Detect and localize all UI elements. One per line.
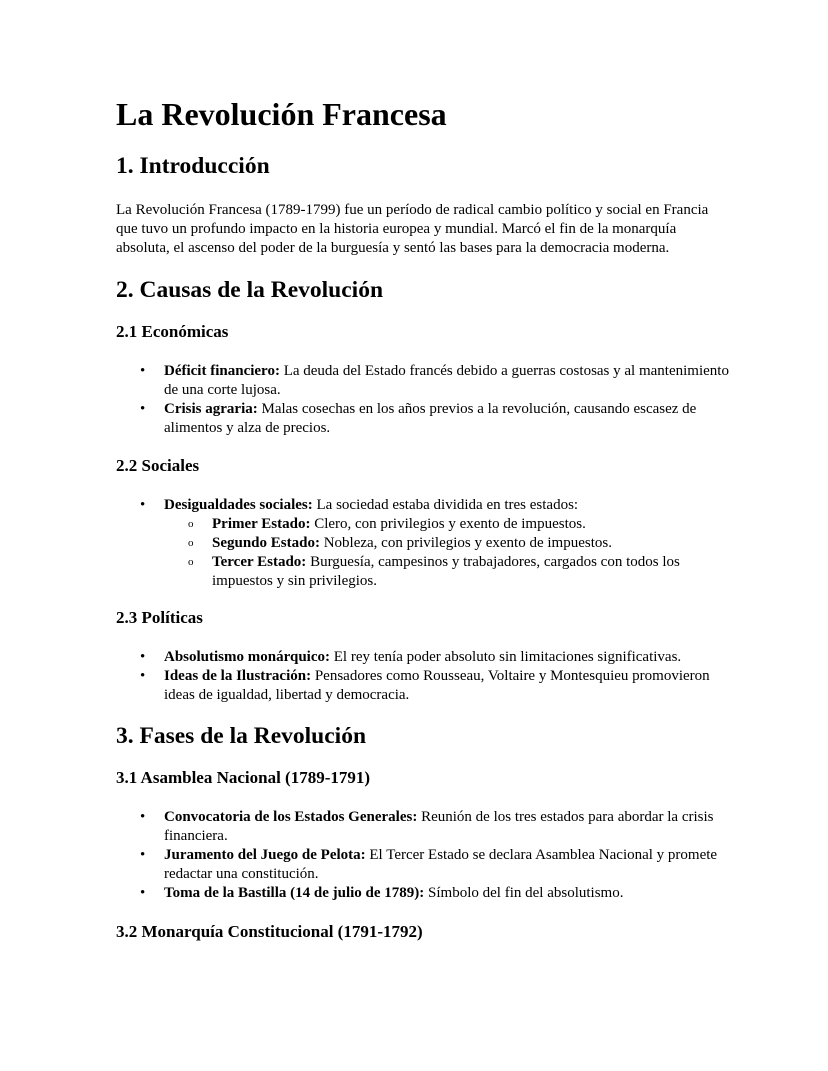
item-text: Burguesía, campesinos y trabajadores, cargados con todos los impuestos y sin privilegios.: [212, 554, 680, 589]
item-text: La deuda del Estado francés debido a guerras costosas y al mantenimiento de una corte lujosa.: [164, 363, 729, 398]
bullet-icon: •: [140, 809, 146, 825]
item-term: Crisis agraria:: [164, 401, 258, 417]
item-term: Desigualdades sociales:: [164, 497, 313, 513]
circle-bullet-icon: o: [188, 518, 194, 530]
item-text: Clero, con privilegios y exento de impuestos.: [310, 516, 586, 532]
item-term: Segundo Estado:: [212, 535, 320, 551]
economic-list: [116, 362, 732, 438]
circle-bullet-icon: o: [188, 556, 194, 568]
social-heading: 2.2 Sociales: [116, 456, 200, 475]
item-term: Ideas de la Ilustración:: [164, 668, 312, 684]
bullet-icon: •: [140, 401, 146, 417]
document-title: La Revolución Francesa: [116, 96, 447, 132]
political-list: [116, 648, 732, 705]
bullet-icon: •: [140, 363, 146, 379]
item-text: Símbolo del fin del absolutismo.: [424, 885, 624, 901]
economic-heading: 2.1 Económicas: [116, 322, 229, 341]
circle-bullet-icon: o: [188, 537, 194, 549]
estates-sublist: [164, 515, 732, 591]
bullet-icon: •: [140, 847, 146, 863]
item-text: El Tercer Estado se declara Asamblea Nacional y promete redactar una constitución.: [164, 847, 718, 882]
item-term: Juramento del Juego de Pelota:: [164, 847, 366, 863]
list-item: [116, 362, 732, 400]
item-term: Convocatoria de los Estados Generales:: [164, 809, 418, 825]
item-term: Déficit financiero:: [164, 363, 280, 379]
list-item: [164, 553, 732, 591]
list-item: [116, 496, 732, 591]
list-item: [164, 534, 732, 553]
list-item: [116, 808, 732, 846]
item-text: Nobleza, con privilegios y exento de impuestos.: [319, 535, 612, 551]
list-item: [116, 884, 732, 903]
bullet-icon: •: [140, 668, 146, 684]
item-text: Pensadores como Rousseau, Voltaire y Montesquieu promovieron ideas de igualdad, libertad y democracia.: [164, 668, 710, 703]
phases-heading: 3. Fases de la Revolución: [116, 723, 367, 749]
bullet-icon: •: [140, 649, 146, 665]
item-text: El rey tenía poder absoluto sin limitaciones significativas.: [330, 649, 682, 665]
item-text: La sociedad estaba dividida en tres estados:: [312, 497, 579, 513]
political-heading: 2.3 Políticas: [116, 608, 203, 627]
list-item: [116, 667, 732, 705]
intro-paragraph: La Revolución Francesa (1789-1799) fue un período de radical cambio político y social en Francia que tuvo un profundo impacto en la historia europea y mundial. Marcó el fin de la monarquía absoluta, el ascenso del poder de la burguesía y sentó las bases para la democracia moderna.: [116, 202, 709, 256]
assembly-list: [116, 808, 732, 903]
item-term: Primer Estado:: [212, 516, 311, 532]
social-list: [116, 496, 732, 591]
item-term: Absolutismo monárquico:: [164, 649, 330, 665]
item-text: Reunión de los tres estados para abordar la crisis financiera.: [164, 809, 714, 844]
intro-heading: 1. Introducción: [116, 153, 270, 179]
item-text: Malas cosechas en los años previos a la revolución, causando escasez de alimentos y alza de precios.: [164, 401, 697, 436]
list-item: [116, 400, 732, 438]
bullet-icon: •: [140, 497, 146, 513]
causes-heading: 2. Causas de la Revolución: [116, 277, 384, 303]
item-term: Toma de la Bastilla (14 de julio de 1789):: [164, 885, 425, 901]
list-item: [164, 515, 732, 534]
list-item: [116, 846, 732, 884]
monarchy-heading: 3.2 Monarquía Constitucional (1791-1792): [116, 922, 423, 941]
list-item: [116, 648, 732, 667]
item-term: Tercer Estado:: [212, 554, 307, 570]
assembly-heading: 3.1 Asamblea Nacional (1789-1791): [116, 768, 371, 787]
bullet-icon: •: [140, 885, 146, 901]
